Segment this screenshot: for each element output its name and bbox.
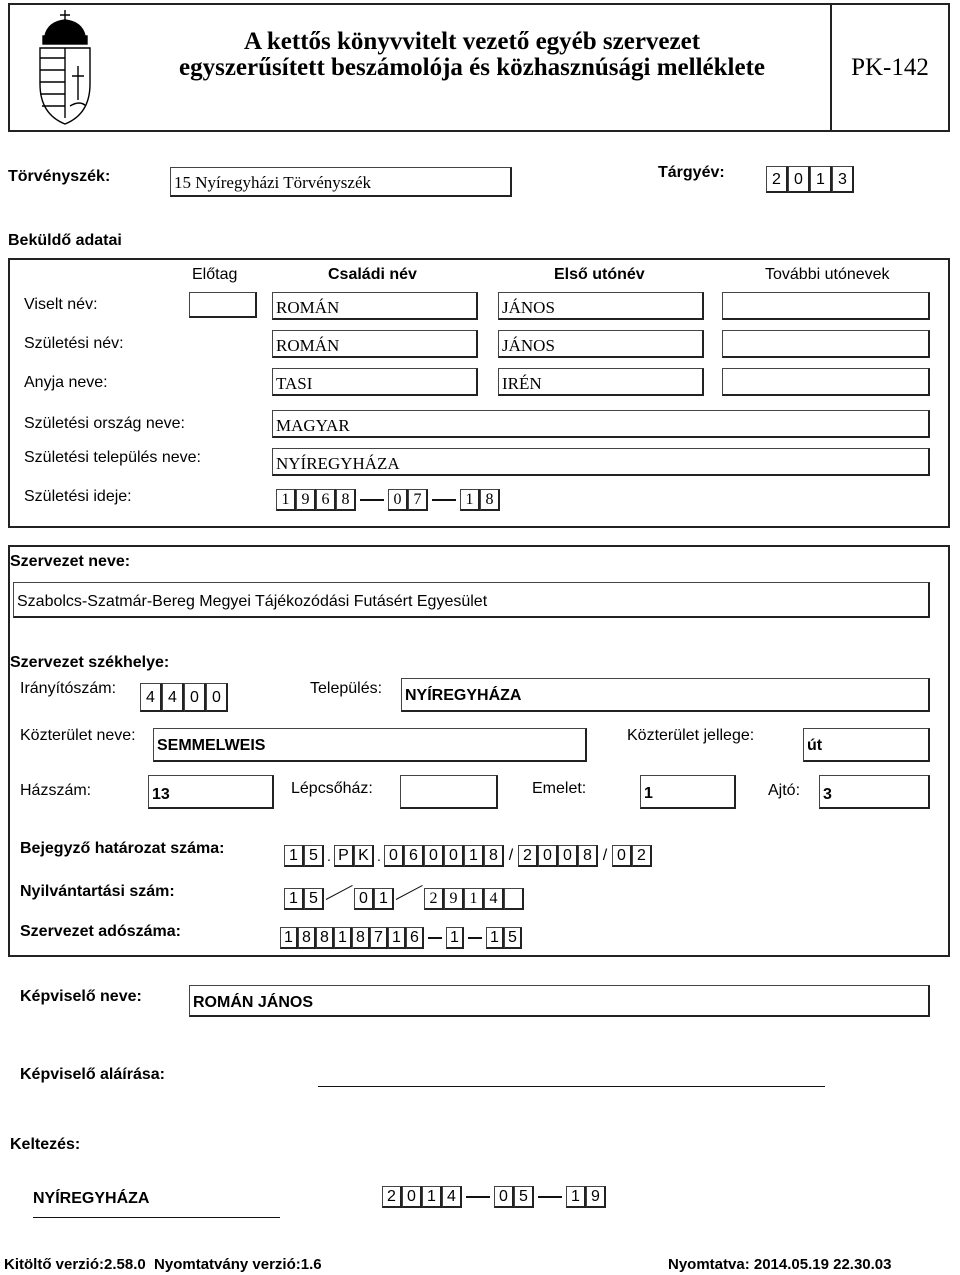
year-digit: 1 [810, 166, 832, 193]
reg-decision-char: K [354, 845, 374, 867]
dating-place[interactable]: NYÍREGYHÁZA [33, 1190, 150, 1207]
used-name-family[interactable]: ROMÁN [272, 292, 478, 320]
reg-decision-char: 0 [444, 845, 464, 867]
used-name-prefix[interactable] [189, 292, 257, 318]
coat-of-arms-icon [30, 6, 100, 128]
birth-month-digit: 0 [388, 489, 408, 511]
reg-decision-char: 0 [538, 845, 558, 867]
col-prefix: Előtag [192, 266, 238, 283]
reg-decision-char: 2 [632, 845, 652, 867]
year-digit: 0 [788, 166, 810, 193]
birth-year-digit: 6 [316, 489, 336, 511]
reg-number-label: Nyilvántartási szám: [20, 883, 175, 900]
court-field[interactable]: 15 Nyíregyházi Törvényszék [170, 167, 512, 197]
birth-date-digits[interactable] [276, 489, 500, 511]
birth-year-digit: 9 [296, 489, 316, 511]
house-number-field[interactable]: 13 [148, 775, 274, 809]
birth-day-digit: 1 [460, 489, 480, 511]
reg-number-char: 5 [304, 888, 324, 910]
reg-decision-char: 0 [384, 845, 404, 867]
street-type-field[interactable]: út [803, 728, 930, 762]
tax-digit: 6 [406, 927, 424, 949]
dating-year-digit: 2 [382, 1186, 402, 1208]
city-label: Település: [310, 680, 383, 697]
tax-digit: 1 [280, 927, 298, 949]
tax-digit: 8 [316, 927, 334, 949]
dash-separator [468, 937, 482, 939]
door-label: Ajtó: [768, 782, 801, 799]
slash-separator: / [508, 847, 514, 864]
tax-digit: 1 [388, 927, 406, 949]
reg-decision-char: 5 [304, 845, 324, 867]
footer-printed: Nyomtatva: 2014.05.19 22.30.03 [668, 1256, 892, 1273]
reg-decision-char: 0 [424, 845, 444, 867]
stair-field[interactable] [400, 775, 498, 809]
tax-digit: 1 [486, 927, 504, 949]
birth-day-digit: 8 [480, 489, 500, 511]
reg-number-char [504, 888, 524, 910]
tax-digit: 8 [298, 927, 316, 949]
stair-label: Lépcsőház: [291, 780, 373, 797]
floor-label: Emelet: [532, 780, 587, 797]
dating-month-digit: 0 [494, 1186, 514, 1208]
zip-digit: 0 [184, 683, 206, 712]
signature-line[interactable] [318, 1086, 825, 1087]
tax-digit: 5 [504, 927, 522, 949]
reg-decision-digits[interactable] [284, 845, 652, 867]
house-number-label: Házszám: [20, 782, 92, 799]
org-seat-label: Szervezet székhelye: [10, 654, 170, 671]
zip-digit: 4 [140, 683, 162, 712]
floor-field[interactable]: 1 [640, 775, 736, 809]
footer-version: Kitöltő verzió:2.58.0 Nyomtatvány verzió:1.6 [4, 1256, 322, 1273]
zip-digit: 0 [206, 683, 228, 712]
zip-digit: 4 [162, 683, 184, 712]
slash-separator: / [602, 847, 608, 864]
dating-day-digit: 9 [586, 1186, 606, 1208]
birth-name-label: Születési név: [24, 335, 124, 352]
reg-number-char: 1 [374, 888, 394, 910]
tax-digit: 1 [334, 927, 352, 949]
door-field[interactable]: 3 [819, 775, 930, 809]
dating-year-digit: 0 [402, 1186, 422, 1208]
birth-month-digit: 7 [408, 489, 428, 511]
year-digit: 2 [766, 166, 788, 193]
mother-name-label: Anyja neve: [24, 374, 108, 391]
reg-number-char: 1 [284, 888, 304, 910]
reg-number-digits[interactable] [284, 888, 524, 910]
reg-decision-char: 0 [612, 845, 632, 867]
rep-name-label: Képviselő neve: [20, 988, 142, 1005]
col-family: Családi név [328, 266, 417, 283]
dating-label: Keltezés: [10, 1136, 81, 1153]
form-title-line1: A kettős könyvvitelt vezető egyéb szervezet [243, 28, 701, 55]
date-separator [538, 1196, 562, 1198]
tax-digit: 1 [446, 927, 464, 949]
dating-day-digit: 1 [566, 1186, 586, 1208]
zip-label: Irányítószám: [20, 680, 117, 697]
year-label: Tárgyév: [658, 164, 725, 181]
birth-country-field[interactable]: MAGYAR [272, 410, 930, 438]
used-name-label: Viselt név: [24, 296, 98, 313]
form-title-line2: egyszerűsített beszámolója és közhasznúsági melléklete [179, 54, 765, 81]
reg-decision-char: 8 [484, 845, 504, 867]
used-name-more[interactable] [722, 292, 930, 320]
mother-more[interactable] [722, 368, 930, 396]
tax-digit: 8 [352, 927, 370, 949]
reg-number-char: 9 [444, 888, 464, 910]
dating-year-digit: 1 [422, 1186, 442, 1208]
dot-separator: . [377, 848, 381, 864]
reg-decision-char: 2 [518, 845, 538, 867]
birth-date-label: Születési ideje: [24, 488, 132, 505]
used-name-first[interactable]: JÁNOS [498, 292, 704, 320]
year-digits[interactable] [766, 166, 854, 193]
date-separator [360, 499, 384, 501]
street-field[interactable]: SEMMELWEIS [153, 728, 587, 762]
reg-number-char: 4 [484, 888, 504, 910]
birth-city-field[interactable]: NYÍREGYHÁZA [272, 448, 930, 476]
dating-year-digit: 4 [442, 1186, 462, 1208]
reg-number-char: 0 [354, 888, 374, 910]
city-field[interactable]: NYÍREGYHÁZA [401, 678, 930, 712]
birth-city-label: Születési település neve: [24, 449, 201, 466]
birth-name-family[interactable]: ROMÁN [272, 330, 478, 358]
dot-separator: . [327, 848, 331, 864]
reg-number-char: 1 [464, 888, 484, 910]
tax-digit: 7 [370, 927, 388, 949]
dash-separator [428, 937, 442, 939]
dating-month-digit: 5 [514, 1186, 534, 1208]
reg-decision-char: 1 [284, 845, 304, 867]
birth-name-first[interactable]: JÁNOS [498, 330, 704, 358]
rep-signature-label: Képviselő aláírása: [20, 1066, 165, 1083]
birth-year-digit: 1 [276, 489, 296, 511]
col-more: További utónevek [765, 266, 890, 283]
reg-decision-char: 1 [464, 845, 484, 867]
diagonal-separator [394, 889, 424, 909]
mother-family[interactable]: TASI [272, 368, 478, 396]
dating-date-digits[interactable] [382, 1186, 606, 1208]
tax-number-label: Szervezet adószáma: [20, 923, 181, 940]
rep-name-field[interactable]: ROMÁN JÁNOS [189, 985, 930, 1017]
street-label: Közterület neve: [20, 727, 136, 744]
tax-number-digits[interactable] [280, 927, 522, 949]
street-type-label: Közterület jellege: [627, 727, 755, 744]
org-name-field[interactable]: Szabolcs-Szatmár-Bereg Megyei Tájékozódási Futásért Egyesület [13, 582, 930, 618]
org-name-label: Szervezet neve: [10, 553, 131, 570]
reg-number-char: 2 [424, 888, 444, 910]
form-code: PK-142 [851, 54, 929, 81]
mother-first[interactable]: IRÉN [498, 368, 704, 396]
birth-name-more[interactable] [722, 330, 930, 358]
reg-decision-char: P [334, 845, 354, 867]
reg-decision-char: 8 [578, 845, 598, 867]
reg-decision-label: Bejegyző határozat száma: [20, 840, 225, 857]
dating-place-line [33, 1217, 280, 1218]
birth-country-label: Születési ország neve: [24, 415, 185, 432]
date-separator [466, 1196, 490, 1198]
reg-decision-char: 0 [558, 845, 578, 867]
reg-decision-char: 6 [404, 845, 424, 867]
date-separator [432, 499, 456, 501]
court-label: Törvényszék: [8, 168, 111, 185]
zip-digits[interactable] [140, 683, 228, 712]
col-first: Első utónév [554, 266, 645, 283]
birth-year-digit: 8 [336, 489, 356, 511]
diagonal-separator [324, 889, 354, 909]
year-digit: 3 [832, 166, 854, 193]
sender-section-title: Beküldő adatai [8, 232, 122, 249]
